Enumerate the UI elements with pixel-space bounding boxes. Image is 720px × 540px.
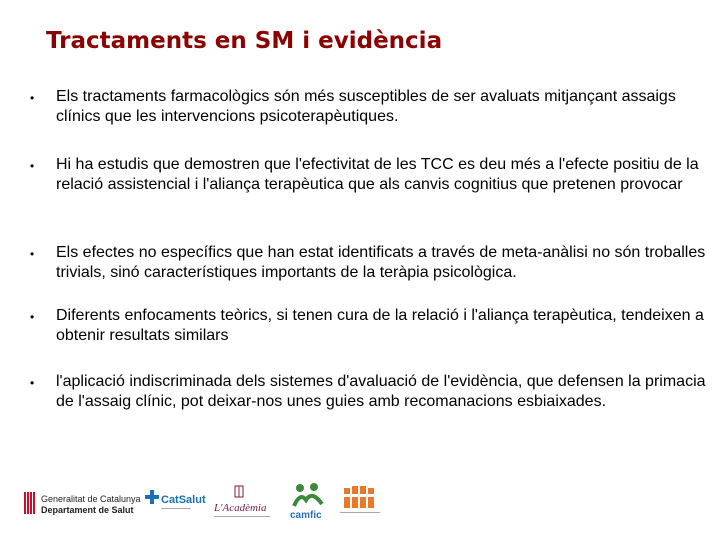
camfic-logo: [288, 478, 328, 526]
bullet-text: l'aplicació indiscriminada dels sistemes d'avaluació de l'evidència, que defensen la primacia de l'assaig clínic, pot deixar-nos unes guies amb recomanacions esbiaixades.: [56, 373, 706, 410]
bullet-text: Hi ha estudis que demostren que l'efectivitat de les TCC es deu més a l'efecte positiu de la relació assistencial i l'aliança terapèutica que als canvis cognitius que pretenen provocar: [56, 156, 699, 193]
bullet-text: Els efectes no específics que han estat identificats a través de meta-anàlisi no són troballes trivials, sinó característiques importants de la teràpia psicològica.: [56, 244, 706, 281]
orange-organization-logo: [338, 478, 382, 526]
catsalut-subtext: [161, 508, 191, 519]
crest-icon: [234, 484, 244, 498]
bullet-marker: •: [30, 310, 35, 324]
bullet-marker: •: [30, 91, 35, 105]
academia-name: L'Acadèmia: [214, 502, 267, 514]
figures-icon: [292, 482, 324, 508]
slide-title: Tractaments en SM i evidència: [46, 28, 443, 54]
bullet-text: Diferents enfocaments teòrics, si tenen cura de la relació i l'aliança terapèutica, tendeixen a obtenir resultats similars: [56, 307, 704, 344]
camfic-name: camfic: [290, 510, 322, 521]
people-icon: [342, 484, 378, 510]
catsalut-name: CatSalut: [161, 494, 206, 506]
department-name: Departament de Salut: [41, 505, 134, 515]
bullet-marker: •: [30, 247, 35, 261]
senyera-icon: [24, 492, 36, 514]
orange-logo-subtext: [340, 512, 380, 519]
footer-logos: [0, 478, 720, 528]
generalitat-name: Generalitat de Catalunya: [41, 494, 141, 504]
academia-subtext: [214, 516, 270, 523]
academia-logo: [212, 478, 272, 526]
generalitat-logo: [24, 478, 141, 526]
bullet-marker: •: [30, 159, 35, 173]
bullet-text: Els tractaments farmacològics són més susceptibles de ser avaluats mitjançant assaigs clínics que les intervencions psicoterapèutiques.: [56, 88, 676, 125]
cross-icon: [145, 490, 159, 504]
catsalut-logo: [143, 478, 209, 526]
bullet-marker: •: [30, 376, 35, 390]
